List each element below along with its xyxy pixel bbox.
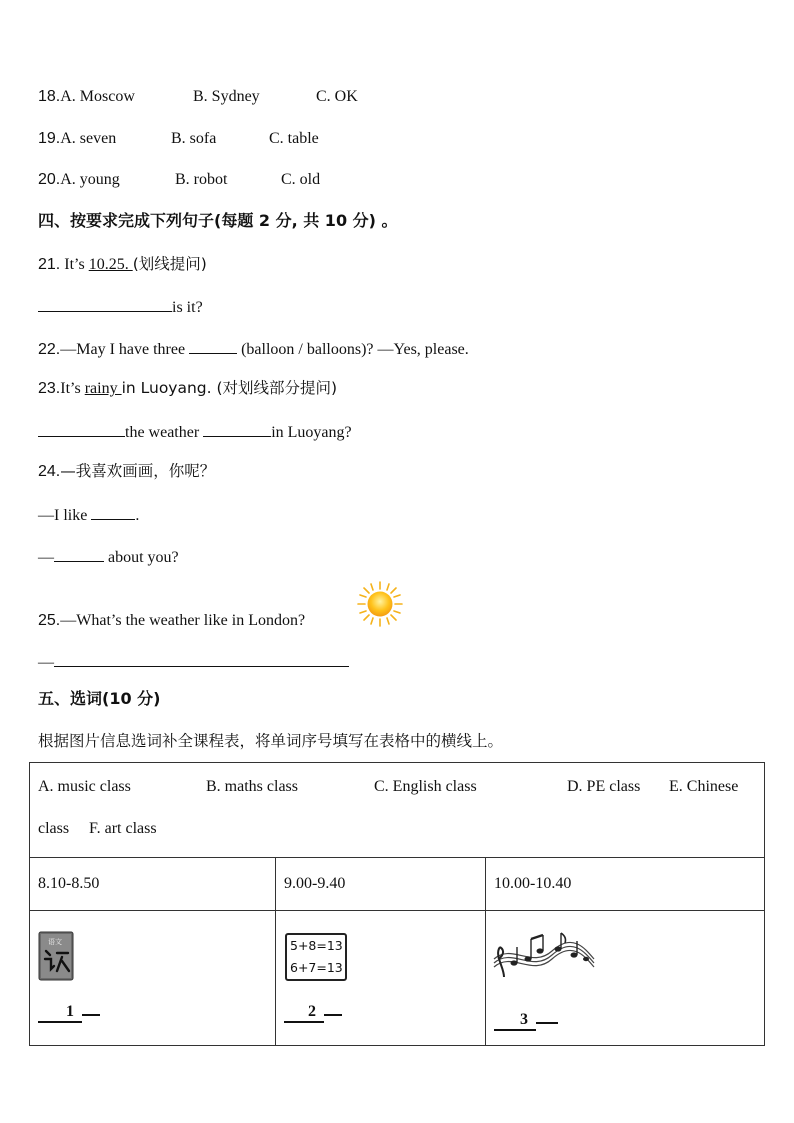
question-25-answer-line: [38, 650, 349, 673]
answer-blank[interactable]: [54, 545, 104, 562]
sentence-text: (balloon / balloons)? —Yes, please.: [237, 341, 469, 358]
answer-blank[interactable]: [54, 650, 349, 667]
music-notes-icon: [492, 929, 596, 977]
picture-cell: [30, 911, 276, 1046]
time-label: 10.00-10.40: [494, 875, 572, 892]
time-cell: [486, 858, 765, 911]
answer-blank[interactable]: [203, 420, 271, 437]
underlined-phrase: 10.25.: [88, 256, 133, 273]
question-23: [38, 378, 337, 399]
question-19: [38, 129, 319, 149]
math-line: 6+7=13: [290, 960, 343, 975]
answer-slot-2[interactable]: [284, 1003, 342, 1023]
question-number: 21.: [38, 256, 61, 273]
word-option-e-continued: class: [38, 820, 70, 837]
answer-number: 1: [38, 1003, 82, 1023]
instruction-text: in Luoyang. (对划线部分提问): [121, 379, 338, 397]
picture-cell: [276, 911, 486, 1046]
question-number: 25.: [38, 612, 61, 629]
section-5-heading: 五、选词(10 分): [38, 689, 161, 708]
question-24: [38, 461, 215, 482]
sentence-text: .: [135, 507, 140, 524]
option-a: A. seven: [60, 130, 117, 147]
option-c: C. table: [269, 130, 319, 147]
question-22: [38, 337, 469, 360]
picture-cell: [486, 911, 765, 1046]
sentence-text: the weather: [125, 424, 204, 441]
underlined-phrase: rainy: [84, 380, 122, 397]
sentence-text: It’s: [60, 380, 85, 397]
sentence-text: —I like: [38, 507, 92, 524]
word-option-f: F. art class: [89, 820, 157, 837]
question-number: 19.: [38, 130, 61, 147]
option-b: B. sofa: [171, 130, 217, 147]
time-label: 9.00-9.40: [284, 875, 346, 892]
question-number: 20.: [38, 171, 61, 188]
answer-number: 2: [284, 1003, 324, 1023]
sun-icon: [356, 581, 404, 627]
answer-slot-1[interactable]: [38, 1003, 100, 1023]
answer-blank[interactable]: [38, 295, 172, 312]
sentence-text: about you?: [104, 549, 179, 566]
question-25: [38, 611, 305, 631]
question-18: [38, 87, 358, 107]
question-number: 24.: [38, 463, 61, 480]
option-c: C. old: [281, 171, 321, 188]
word-option-c: C. English class: [374, 778, 477, 795]
sentence-text: in Luoyang?: [271, 424, 352, 441]
time-cell: [30, 858, 276, 911]
section-5-instruction: 根据图片信息选词补全课程表，将单词序号填写在表格中的横线上。: [38, 732, 504, 750]
option-a: A. Moscow: [60, 88, 135, 105]
word-option-a: A. music class: [38, 778, 131, 795]
book-title: 语文: [48, 938, 62, 946]
answer-slot-3[interactable]: [494, 1011, 558, 1031]
answer-blank[interactable]: [38, 420, 125, 437]
time-label: 8.10-8.50: [38, 875, 100, 892]
question-21-answer-line: [38, 295, 203, 318]
question-number: 22.: [38, 341, 61, 358]
time-cell: [276, 858, 486, 911]
question-24-line-1: [38, 503, 139, 526]
question-number: 23.: [38, 380, 61, 397]
sentence-text: —: [38, 549, 54, 566]
chinese-prompt: —我喜欢画画，你呢？: [60, 462, 216, 480]
instruction-text: (划线提问): [132, 255, 207, 273]
schedule-table: [29, 762, 765, 1046]
math-board-icon: [285, 933, 347, 981]
chinese-book-icon: [38, 931, 76, 983]
option-b: B. Sydney: [193, 88, 260, 105]
word-bank-cell: [30, 763, 765, 858]
option-c: C. OK: [316, 88, 358, 105]
option-b: B. robot: [175, 171, 228, 188]
question-20: [38, 170, 321, 190]
sentence-text: is it?: [172, 299, 203, 316]
sentence-text: It’s: [60, 256, 89, 273]
answer-blank[interactable]: [189, 337, 237, 354]
word-option-b: B. maths class: [206, 778, 298, 795]
word-option-d: D. PE class: [567, 778, 641, 795]
sentence-text: —: [38, 654, 54, 671]
question-21: [38, 254, 207, 275]
math-line: 5+8=13: [290, 938, 343, 953]
section-4-heading: 四、按要求完成下列句子(每题 2 分, 共 10 分) 。: [38, 211, 398, 230]
question-24-line-2: [38, 545, 179, 568]
sentence-text: —What’s the weather like in London?: [60, 612, 306, 629]
answer-number: 3: [494, 1011, 536, 1031]
question-number: 18.: [38, 88, 61, 105]
question-23-answer-line: [38, 420, 352, 443]
word-option-e: E. Chinese: [669, 778, 739, 795]
answer-blank[interactable]: [91, 503, 135, 520]
option-a: A. young: [60, 171, 120, 188]
sentence-text: —May I have three: [60, 341, 190, 358]
